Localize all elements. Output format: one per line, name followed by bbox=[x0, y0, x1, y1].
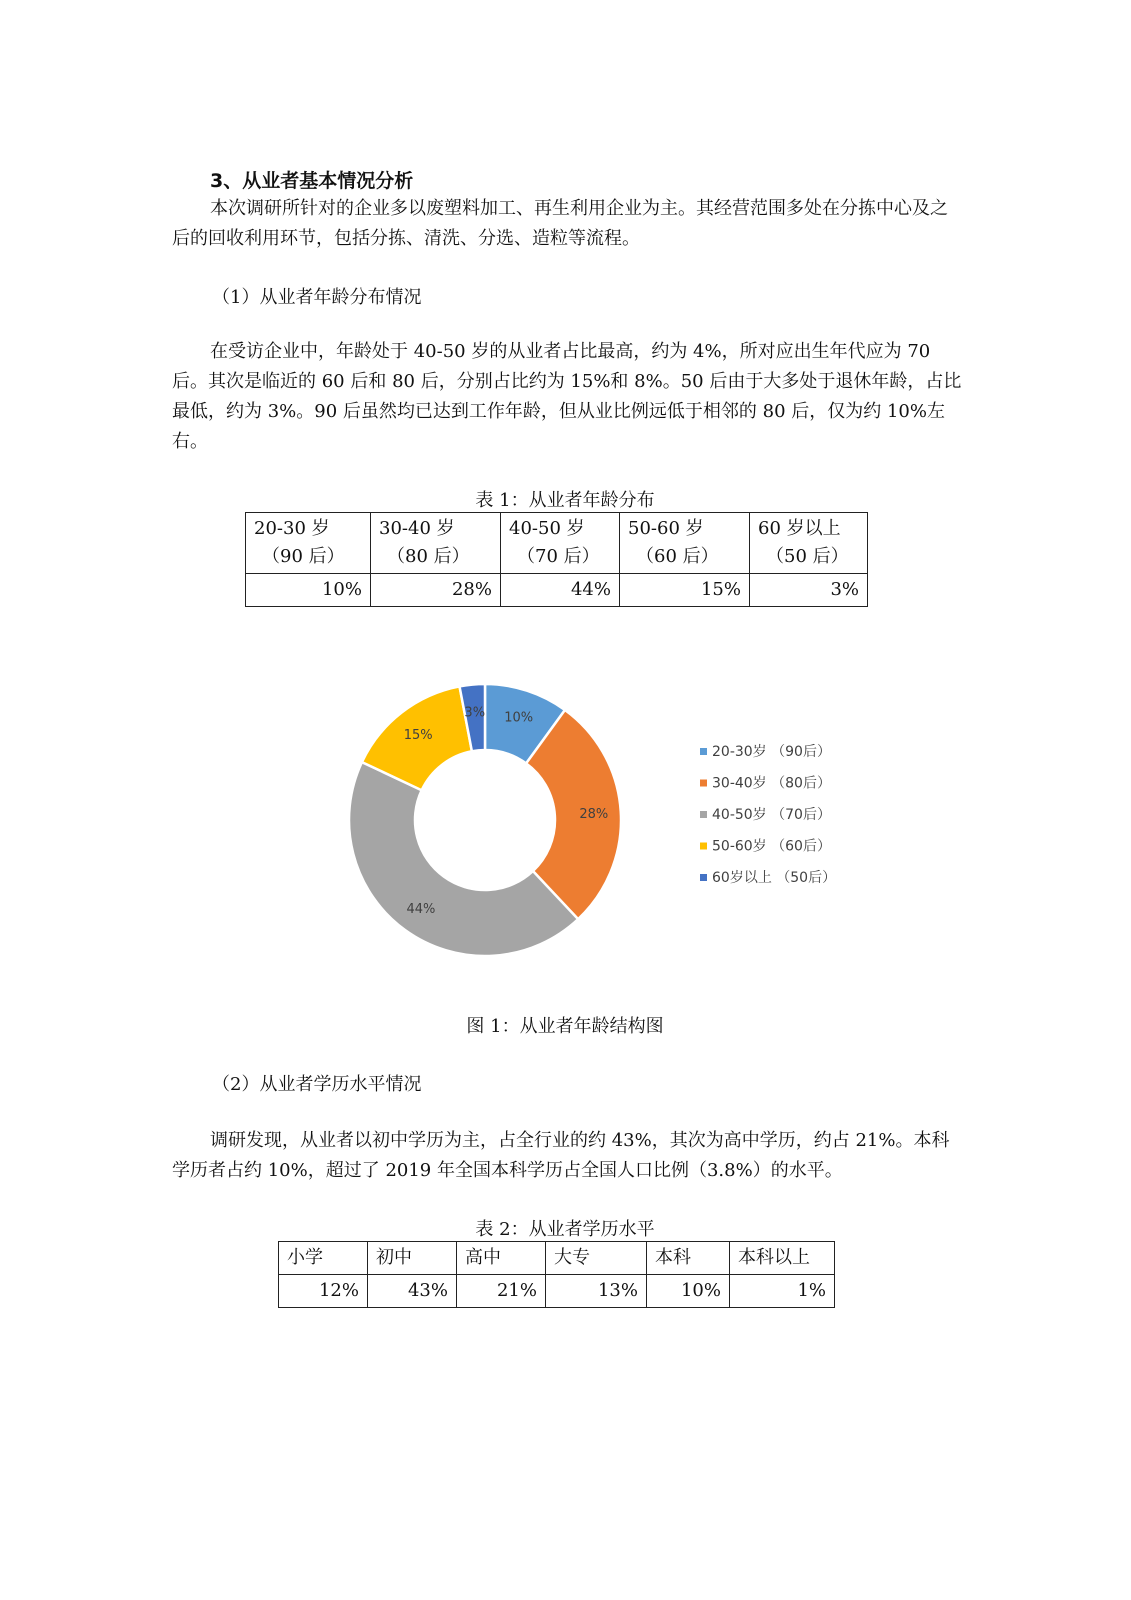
edu-table-header-cell: 本科 bbox=[647, 1242, 730, 1275]
age-table-header-cell: 60 岁以上 （50 后） bbox=[750, 513, 868, 574]
legend-entry: 40-50岁 （70后） bbox=[712, 807, 831, 823]
age-table-header-cell: 30-40 岁 （80 后） bbox=[371, 513, 501, 574]
edu-subheading: （2）从业者学历水平情况 bbox=[212, 1074, 422, 1095]
edu-table-header-cell: 高中 bbox=[457, 1242, 546, 1275]
legend-swatch bbox=[700, 748, 707, 755]
edu-table-caption: 表 2：从业者学历水平 bbox=[475, 1219, 655, 1240]
age-subheading: （1）从业者年龄分布情况 bbox=[212, 287, 422, 308]
legend-swatch bbox=[700, 811, 707, 818]
intro-paragraph: 本次调研所针对的企业多以废塑料加工、再生利用企业为主。其经营范围多处在分拣中心及之后的回收利用环节，包括分拣、清洗、分选、造粒等流程。 bbox=[172, 198, 948, 249]
age-table-value-cell: 28% bbox=[371, 574, 501, 607]
age-table-value-cell: 15% bbox=[620, 574, 750, 607]
legend-entry: 50-60岁 （60后） bbox=[712, 838, 831, 855]
age-table-header-cell: 50-60 岁 （60 后） bbox=[620, 513, 750, 574]
donut-data-label: 28% bbox=[579, 807, 609, 823]
age-table-value-cell: 3% bbox=[750, 574, 868, 607]
legend-entry: 60岁以上 （50后） bbox=[712, 870, 837, 886]
edu-table-header-cell: 本科以上 bbox=[730, 1242, 835, 1275]
legend-entry: 30-40岁 （80后） bbox=[712, 775, 831, 792]
edu-table-value-cell: 21% bbox=[457, 1275, 546, 1308]
age-figure-caption: 图 1：从业者年龄结构图 bbox=[466, 1016, 664, 1037]
donut-data-label: 10% bbox=[504, 710, 534, 726]
legend-swatch bbox=[700, 874, 707, 881]
edu-table bbox=[278, 1241, 835, 1308]
edu-table-value-cell: 10% bbox=[647, 1275, 730, 1308]
edu-table-value-cell: 1% bbox=[730, 1275, 835, 1308]
edu-table-header-cell: 小学 bbox=[279, 1242, 368, 1275]
edu-paragraph: 调研发现，从业者以初中学历为主，占全行业的约 43%，其次为高中学历，约占 21%。本科学历者占约 10%，超过了 2019 年全国本科学历占全国人口比例（3.8%）的水平。 bbox=[172, 1130, 950, 1181]
edu-table-header-cell: 初中 bbox=[368, 1242, 457, 1275]
age-donut-chart bbox=[330, 670, 890, 980]
age-table-value-row bbox=[246, 574, 868, 607]
donut-data-label: 3% bbox=[464, 705, 486, 721]
age-table-header-cell: 40-50 岁 （70 后） bbox=[501, 513, 620, 574]
age-table-header-cell: 20-30 岁 （90 后） bbox=[246, 513, 371, 574]
age-table bbox=[245, 512, 868, 607]
age-table-header-row bbox=[246, 513, 868, 574]
legend-swatch bbox=[700, 843, 707, 850]
edu-table-value-cell: 43% bbox=[368, 1275, 457, 1308]
age-table-value-cell: 44% bbox=[501, 574, 620, 607]
legend-entry: 20-30岁 （90后） bbox=[712, 744, 831, 760]
legend-swatch bbox=[700, 780, 707, 787]
edu-table-value-cell: 12% bbox=[279, 1275, 368, 1308]
edu-table-header-cell: 大专 bbox=[546, 1242, 647, 1275]
age-table-value-cell: 10% bbox=[246, 574, 371, 607]
donut-data-label: 15% bbox=[403, 727, 433, 743]
age-table-caption: 表 1：从业者年龄分布 bbox=[475, 490, 655, 511]
donut-data-label: 44% bbox=[406, 902, 436, 918]
edu-table-value-cell: 13% bbox=[546, 1275, 647, 1308]
edu-table-value-row bbox=[279, 1275, 835, 1308]
section-heading: 3、从业者基本情况分析 bbox=[210, 170, 414, 192]
edu-table-header-row bbox=[279, 1242, 835, 1275]
age-paragraph: 在受访企业中，年龄处于 40-50 岁的从业者占比最高，约为 4%，所对应出生年代应为 70 后。其次是临近的 60 后和 80 后，分别占比约为 15%和 8%。50 后由于大多处于退休年龄，占比最低，约为 3%。90 后虽然均已达到工作年龄，但从业比例远低于相邻的 80 后，仅为约 10%左右。 bbox=[172, 341, 962, 452]
